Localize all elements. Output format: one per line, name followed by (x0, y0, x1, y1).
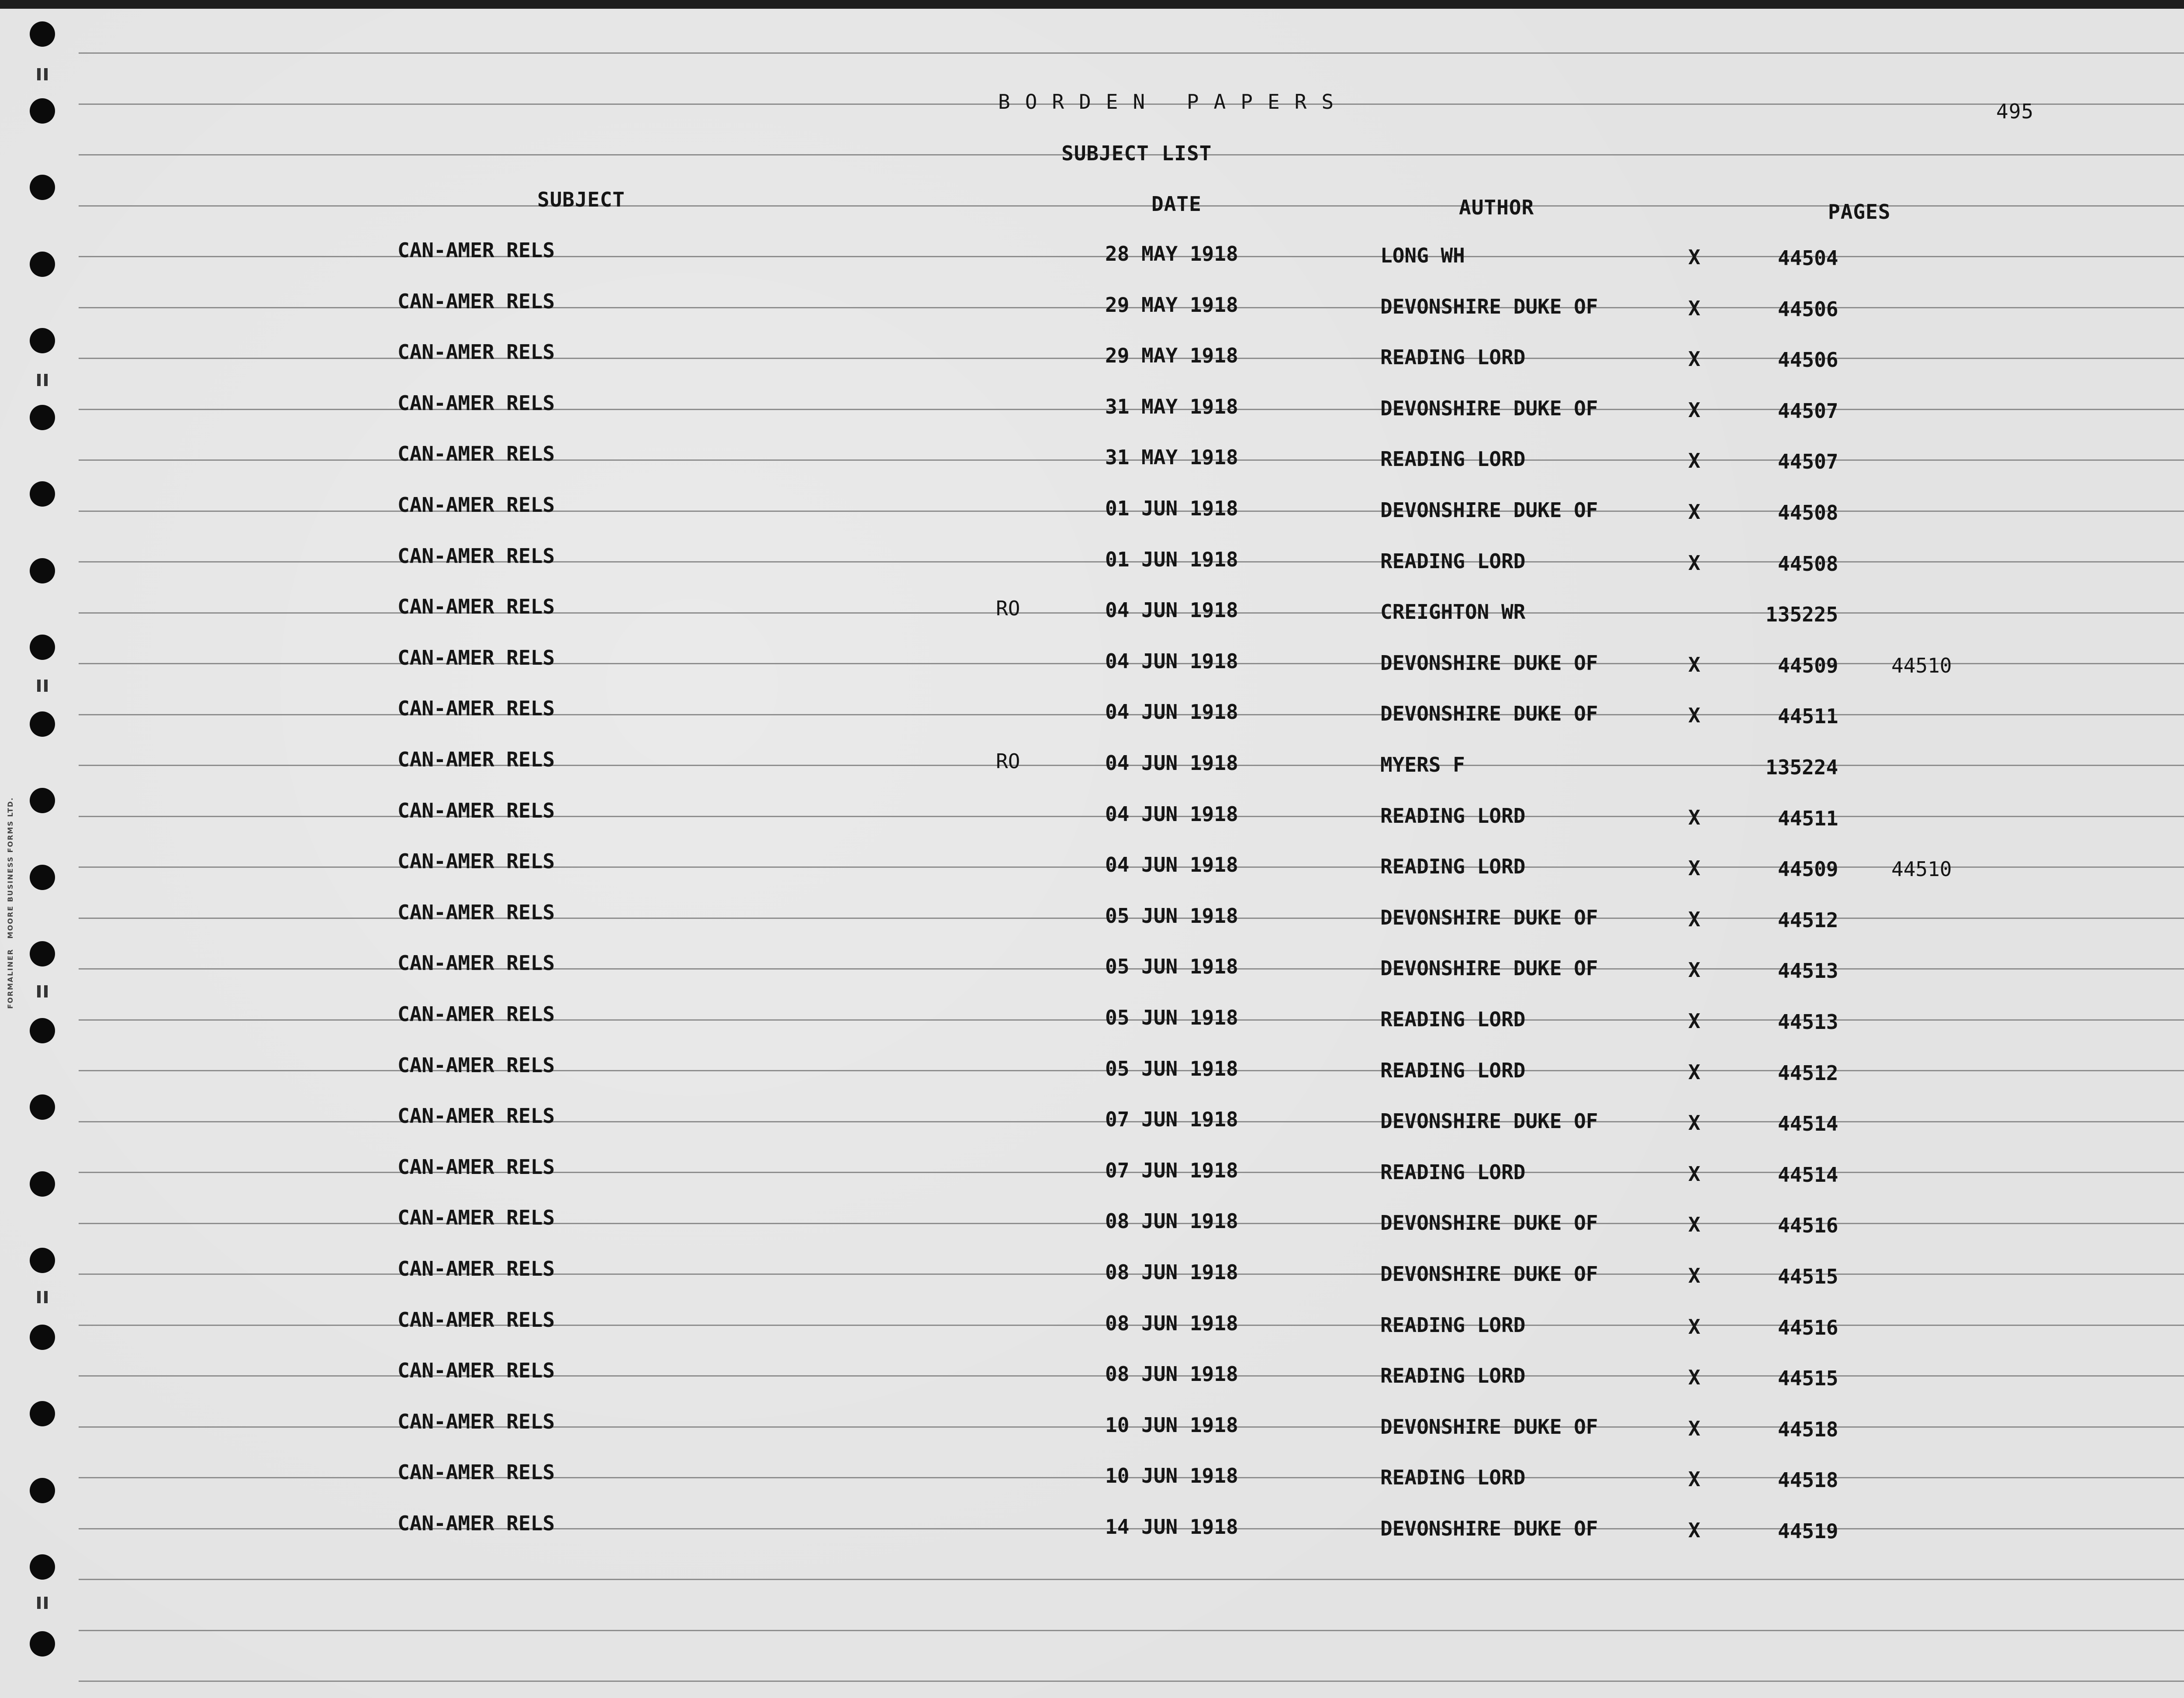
column-header-subject: SUBJECT (537, 188, 625, 211)
ruled-line (79, 1579, 2184, 1580)
left-feed-hole (30, 1248, 55, 1273)
pages-cell: 44518 (1778, 1417, 1838, 1441)
perforation-mark (37, 985, 48, 997)
pages-cell: 44515 (1778, 1367, 1838, 1391)
author-cell: READING LORD (1380, 804, 1526, 828)
pages-cell: 44507 (1778, 450, 1838, 474)
author-cell: CREIGHTON WR (1380, 600, 1526, 624)
date-cell: 04 JUN 1918 (1105, 853, 1238, 877)
author-cell: LONG WH (1380, 244, 1465, 267)
perforation-mark (37, 680, 48, 692)
pages-cell: 44504 (1778, 246, 1838, 270)
left-feed-hole (30, 98, 55, 124)
date-cell: 04 JUN 1918 (1105, 700, 1238, 724)
subject-cell: CAN-AMER RELS (397, 1053, 555, 1077)
column-header-pages: PAGES (1828, 200, 1891, 224)
subject-cell: CAN-AMER RELS (397, 1308, 555, 1332)
pages-cell: 44518 (1778, 1468, 1838, 1492)
date-cell: 10 JUN 1918 (1105, 1464, 1238, 1488)
document-title: BORDEN PAPERS (998, 90, 1349, 114)
perforation-mark (37, 1597, 48, 1609)
x-mark: X (1688, 449, 1700, 473)
subject-cell: CAN-AMER RELS (397, 849, 555, 873)
date-cell: 08 JUN 1918 (1105, 1311, 1238, 1335)
pages-cell: 44513 (1778, 1010, 1838, 1034)
subject-cell: CAN-AMER RELS (397, 391, 555, 415)
author-cell: DEVONSHIRE DUKE OF (1380, 1211, 1598, 1235)
pages-cell: 44512 (1778, 1061, 1838, 1085)
subject-cell: CAN-AMER RELS (397, 697, 555, 721)
subject-cell: CAN-AMER RELS (397, 289, 555, 313)
subject-cell: CAN-AMER RELS (397, 1409, 555, 1433)
date-cell: 31 MAY 1918 (1105, 445, 1238, 469)
x-mark: X (1688, 1416, 1700, 1440)
x-mark: X (1688, 1060, 1700, 1084)
left-feed-hole (30, 405, 55, 430)
pages-cell: 44506 (1778, 297, 1838, 321)
author-cell: READING LORD (1380, 1466, 1526, 1490)
pages-cell: 44519 (1778, 1519, 1838, 1543)
pages-cell: 44511 (1778, 806, 1838, 830)
pages-cell: 44512 (1778, 908, 1838, 932)
subject-cell: CAN-AMER RELS (397, 340, 555, 364)
author-cell: DEVONSHIRE DUKE OF (1380, 1109, 1598, 1133)
x-mark: X (1688, 856, 1700, 880)
date-cell: 31 MAY 1918 (1105, 394, 1238, 418)
date-cell: 04 JUN 1918 (1105, 802, 1238, 826)
pages-cell: 44508 (1778, 501, 1838, 525)
subject-cell: CAN-AMER RELS (397, 748, 555, 771)
left-feed-hole (30, 175, 55, 200)
pages-cell: 44509 (1778, 653, 1838, 677)
date-cell: 14 JUN 1918 (1105, 1515, 1238, 1539)
subject-cell: CAN-AMER RELS (397, 1002, 555, 1026)
left-feed-hole (30, 711, 55, 737)
left-feed-hole (30, 788, 55, 813)
subject-cell: CAN-AMER RELS (397, 1104, 555, 1128)
pages-cell: 44509 (1778, 857, 1838, 881)
left-feed-hole (30, 252, 55, 277)
x-mark: X (1688, 704, 1700, 728)
author-cell: DEVONSHIRE DUKE OF (1380, 294, 1598, 318)
pages-cell: 44514 (1778, 1163, 1838, 1187)
author-cell: DEVONSHIRE DUKE OF (1380, 905, 1598, 929)
pages-continued-cell: 44510 (1891, 653, 1952, 677)
author-cell: DEVONSHIRE DUKE OF (1380, 396, 1598, 420)
date-cell: 05 JUN 1918 (1105, 1056, 1238, 1080)
pages-cell: 135225 (1766, 603, 1838, 627)
x-mark: X (1688, 1366, 1700, 1390)
subject-cell: CAN-AMER RELS (397, 645, 555, 670)
page-number: 495 (1996, 100, 2034, 123)
x-mark: X (1688, 1213, 1700, 1237)
printout-sheet (0, 9, 2184, 1698)
x-mark: X (1688, 1162, 1700, 1186)
author-cell: READING LORD (1380, 855, 1526, 879)
x-mark: X (1688, 1111, 1700, 1135)
x-mark: X (1688, 652, 1700, 676)
author-cell: READING LORD (1380, 1313, 1526, 1337)
pages-cell: 44508 (1778, 552, 1838, 576)
x-mark: X (1688, 245, 1700, 269)
x-mark: X (1688, 1467, 1700, 1491)
pages-continued-cell: 44510 (1891, 857, 1952, 881)
subject-cell: CAN-AMER RELS (397, 442, 555, 466)
x-mark: X (1688, 958, 1700, 982)
author-cell: READING LORD (1380, 345, 1526, 369)
date-cell: 05 JUN 1918 (1105, 1006, 1238, 1029)
left-feed-hole (30, 1094, 55, 1120)
x-mark: X (1688, 551, 1700, 575)
subject-cell: CAN-AMER RELS (397, 1460, 555, 1484)
left-feed-hole (30, 941, 55, 966)
x-mark: X (1688, 1315, 1700, 1339)
date-cell: 07 JUN 1918 (1105, 1158, 1238, 1182)
left-feed-hole (30, 1018, 55, 1043)
date-cell: 08 JUN 1918 (1105, 1362, 1238, 1386)
left-feed-hole (30, 1325, 55, 1350)
left-feed-hole (30, 1478, 55, 1503)
pages-cell: 44514 (1778, 1112, 1838, 1136)
subject-cell: CAN-AMER RELS (397, 595, 555, 619)
pages-cell: 135224 (1766, 756, 1838, 779)
date-cell: 01 JUN 1918 (1105, 497, 1238, 520)
form-imprint: FORMALINER MOORE BUSINESS FORMS LTD. (6, 797, 14, 1009)
pages-cell: 44516 (1778, 1315, 1838, 1339)
x-mark: X (1688, 805, 1700, 829)
date-cell: 04 JUN 1918 (1105, 598, 1238, 622)
column-header-date: DATE (1151, 192, 1202, 216)
subject-cell: CAN-AMER RELS (397, 900, 555, 924)
author-cell: READING LORD (1380, 1160, 1526, 1184)
author-cell: DEVONSHIRE DUKE OF (1380, 498, 1598, 522)
author-cell: MYERS F (1380, 753, 1465, 777)
x-mark: X (1688, 907, 1700, 931)
x-mark: X (1688, 1519, 1700, 1542)
left-feed-hole (30, 1554, 55, 1580)
left-feed-hole (30, 481, 55, 507)
subject-list-heading: SUBJECT LIST (1061, 142, 1212, 165)
left-feed-hole (30, 635, 55, 660)
author-cell: READING LORD (1380, 549, 1526, 573)
pages-cell: 44507 (1778, 399, 1838, 423)
left-feed-hole (30, 558, 55, 583)
code-cell: RO (996, 749, 1020, 773)
subject-cell: CAN-AMER RELS (397, 544, 555, 568)
date-cell: 29 MAY 1918 (1105, 293, 1238, 317)
author-cell: DEVONSHIRE DUKE OF (1380, 702, 1598, 726)
pages-cell: 44511 (1778, 704, 1838, 728)
date-cell: 28 MAY 1918 (1105, 242, 1238, 266)
pages-cell: 44506 (1778, 348, 1838, 372)
subject-cell: CAN-AMER RELS (397, 1359, 555, 1383)
ruled-line (79, 1630, 2184, 1631)
author-cell: READING LORD (1380, 447, 1526, 471)
column-header-author: AUTHOR (1459, 196, 1534, 219)
author-cell: DEVONSHIRE DUKE OF (1380, 651, 1598, 675)
date-cell: 08 JUN 1918 (1105, 1209, 1238, 1233)
author-cell: READING LORD (1380, 1008, 1526, 1031)
date-cell: 29 MAY 1918 (1105, 344, 1238, 368)
date-cell: 08 JUN 1918 (1105, 1260, 1238, 1284)
ruled-line (79, 52, 2184, 54)
subject-cell: CAN-AMER RELS (397, 238, 555, 262)
code-cell: RO (996, 597, 1020, 621)
date-cell: 07 JUN 1918 (1105, 1108, 1238, 1132)
x-mark: X (1688, 347, 1700, 371)
subject-cell: CAN-AMER RELS (397, 1257, 555, 1280)
subject-cell: CAN-AMER RELS (397, 1512, 555, 1535)
pages-cell: 44513 (1778, 959, 1838, 983)
pages-cell: 44515 (1778, 1265, 1838, 1288)
left-feed-hole (30, 1401, 55, 1426)
x-mark: X (1688, 500, 1700, 524)
date-cell: 05 JUN 1918 (1105, 904, 1238, 928)
subject-cell: CAN-AMER RELS (397, 493, 555, 517)
left-feed-hole (30, 865, 55, 890)
x-mark: X (1688, 398, 1700, 422)
subject-cell: CAN-AMER RELS (397, 1206, 555, 1230)
perforation-mark (37, 68, 48, 80)
date-cell: 04 JUN 1918 (1105, 649, 1238, 673)
left-feed-hole (30, 21, 55, 47)
subject-cell: CAN-AMER RELS (397, 798, 555, 822)
subject-cell: CAN-AMER RELS (397, 1155, 555, 1179)
pages-cell: 44516 (1778, 1214, 1838, 1238)
author-cell: DEVONSHIRE DUKE OF (1380, 1262, 1598, 1286)
x-mark: X (1688, 1009, 1700, 1033)
ruled-line (79, 1681, 2184, 1682)
author-cell: READING LORD (1380, 1364, 1526, 1388)
x-mark: X (1688, 296, 1700, 320)
date-cell: 05 JUN 1918 (1105, 955, 1238, 979)
perforation-mark (37, 374, 48, 386)
subject-cell: CAN-AMER RELS (397, 951, 555, 975)
left-feed-hole (30, 1171, 55, 1197)
author-cell: DEVONSHIRE DUKE OF (1380, 1517, 1598, 1540)
author-cell: DEVONSHIRE DUKE OF (1380, 956, 1598, 980)
x-mark: X (1688, 1264, 1700, 1287)
date-cell: 10 JUN 1918 (1105, 1413, 1238, 1437)
perforation-mark (37, 1291, 48, 1303)
date-cell: 04 JUN 1918 (1105, 751, 1238, 775)
left-feed-hole (30, 1631, 55, 1657)
author-cell: DEVONSHIRE DUKE OF (1380, 1415, 1598, 1439)
date-cell: 01 JUN 1918 (1105, 547, 1238, 571)
left-feed-hole (30, 328, 55, 353)
author-cell: READING LORD (1380, 1058, 1526, 1082)
